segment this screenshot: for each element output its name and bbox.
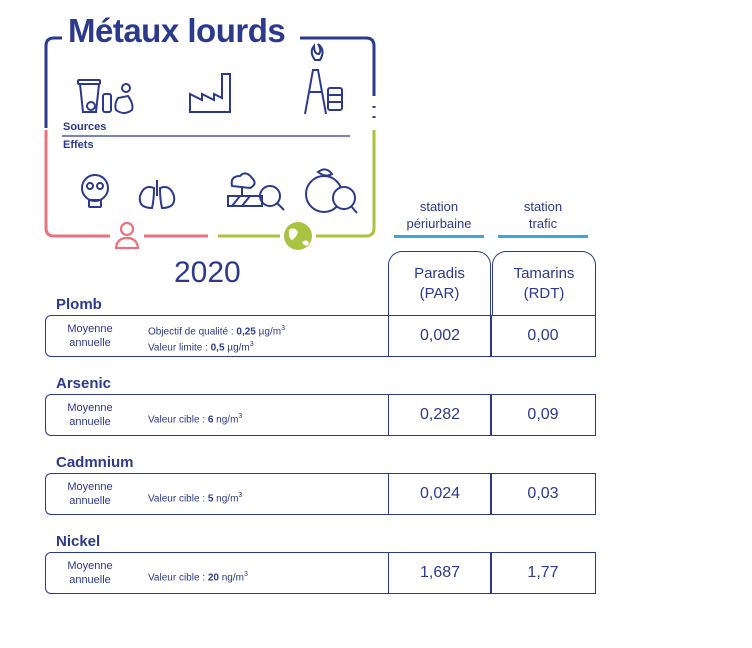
station-type-1-line2: périurbaine bbox=[406, 216, 472, 231]
frame-bottom-right bbox=[316, 130, 374, 236]
measure-line2: annuelle bbox=[69, 416, 111, 428]
station-underline-1 bbox=[394, 235, 484, 238]
station-type-2 bbox=[498, 198, 588, 232]
measure-label bbox=[46, 559, 134, 587]
station-code-1: (PAR) bbox=[419, 285, 460, 302]
station-name-1: Paradis bbox=[414, 265, 465, 282]
station-type-2-line1: station bbox=[523, 199, 563, 214]
year-label: 2020 bbox=[174, 256, 241, 289]
pollutant-name: Plomb bbox=[56, 296, 102, 313]
norm-info: Valeur cible : 5 $ng/m^3$ bbox=[148, 492, 243, 505]
page-title: Métaux lourds bbox=[68, 12, 286, 49]
measure-line1: Moyenne bbox=[67, 402, 113, 414]
measure-line1: Moyenne bbox=[67, 560, 113, 572]
norm-info: Valeur cible : 20 $ng/m^3$ bbox=[148, 571, 248, 584]
station-type-1 bbox=[394, 198, 484, 232]
station-type-2-line2: trafic bbox=[528, 216, 558, 231]
measure-line2: annuelle bbox=[69, 574, 111, 586]
norm-info: Valeur cible : 6 $ng/m^3$ bbox=[148, 413, 243, 426]
station-type-1-line1: station bbox=[419, 199, 459, 214]
pollutant-name: Nickel bbox=[56, 533, 101, 550]
value-cell-tamarins: 0,00 bbox=[490, 315, 596, 357]
measure-line1: Moyenne bbox=[67, 323, 113, 335]
station-code-2: (RDT) bbox=[523, 285, 565, 302]
measure-label bbox=[46, 401, 134, 429]
value-cell-paradis: 1,687 bbox=[388, 552, 492, 594]
station-header-tamarins bbox=[492, 251, 596, 315]
value-cell-paradis: 0,002 bbox=[388, 315, 492, 357]
station-underline-2 bbox=[498, 235, 588, 238]
person-icon bbox=[116, 223, 138, 248]
norm-info bbox=[148, 322, 285, 355]
pollutant-name: Arsenic bbox=[56, 375, 112, 392]
value-cell-tamarins: 1,77 bbox=[490, 552, 596, 594]
value-cell-paradis: 0,024 bbox=[388, 473, 492, 515]
measure-label bbox=[46, 322, 134, 350]
soil-contamination-icon bbox=[228, 173, 284, 210]
pollutant-name: Cadmnium bbox=[56, 454, 134, 471]
frame-top-left bbox=[46, 38, 62, 128]
fruit-contamination-icon bbox=[306, 169, 357, 213]
lungs-icon bbox=[140, 180, 175, 208]
value-cell-paradis: 0,282 bbox=[388, 394, 492, 436]
globe-icon bbox=[284, 222, 312, 250]
sources-label: Sources bbox=[63, 121, 107, 133]
measure-line1: Moyenne bbox=[67, 481, 113, 493]
measure-line2: annuelle bbox=[69, 337, 111, 349]
station-header-paradis bbox=[388, 251, 491, 315]
station-name-2: Tamarins bbox=[513, 265, 575, 282]
value-cell-tamarins: 0,09 bbox=[490, 394, 596, 436]
factory-icon bbox=[190, 74, 230, 112]
value-cell-tamarins: 0,03 bbox=[490, 473, 596, 515]
skull-icon bbox=[82, 175, 108, 207]
effets-label: Effets bbox=[63, 139, 94, 151]
measure-line2: annuelle bbox=[69, 495, 111, 507]
norm-line-1: Objectif de qualité : 0,25 $\mu g/m^3$ bbox=[148, 325, 285, 338]
norm-line-2: Valeur limite : 0,5 $\mu g/m^3$ bbox=[148, 341, 254, 354]
waste-icon bbox=[78, 80, 133, 113]
oil-rig-icon bbox=[305, 44, 342, 114]
measure-label bbox=[46, 480, 134, 508]
